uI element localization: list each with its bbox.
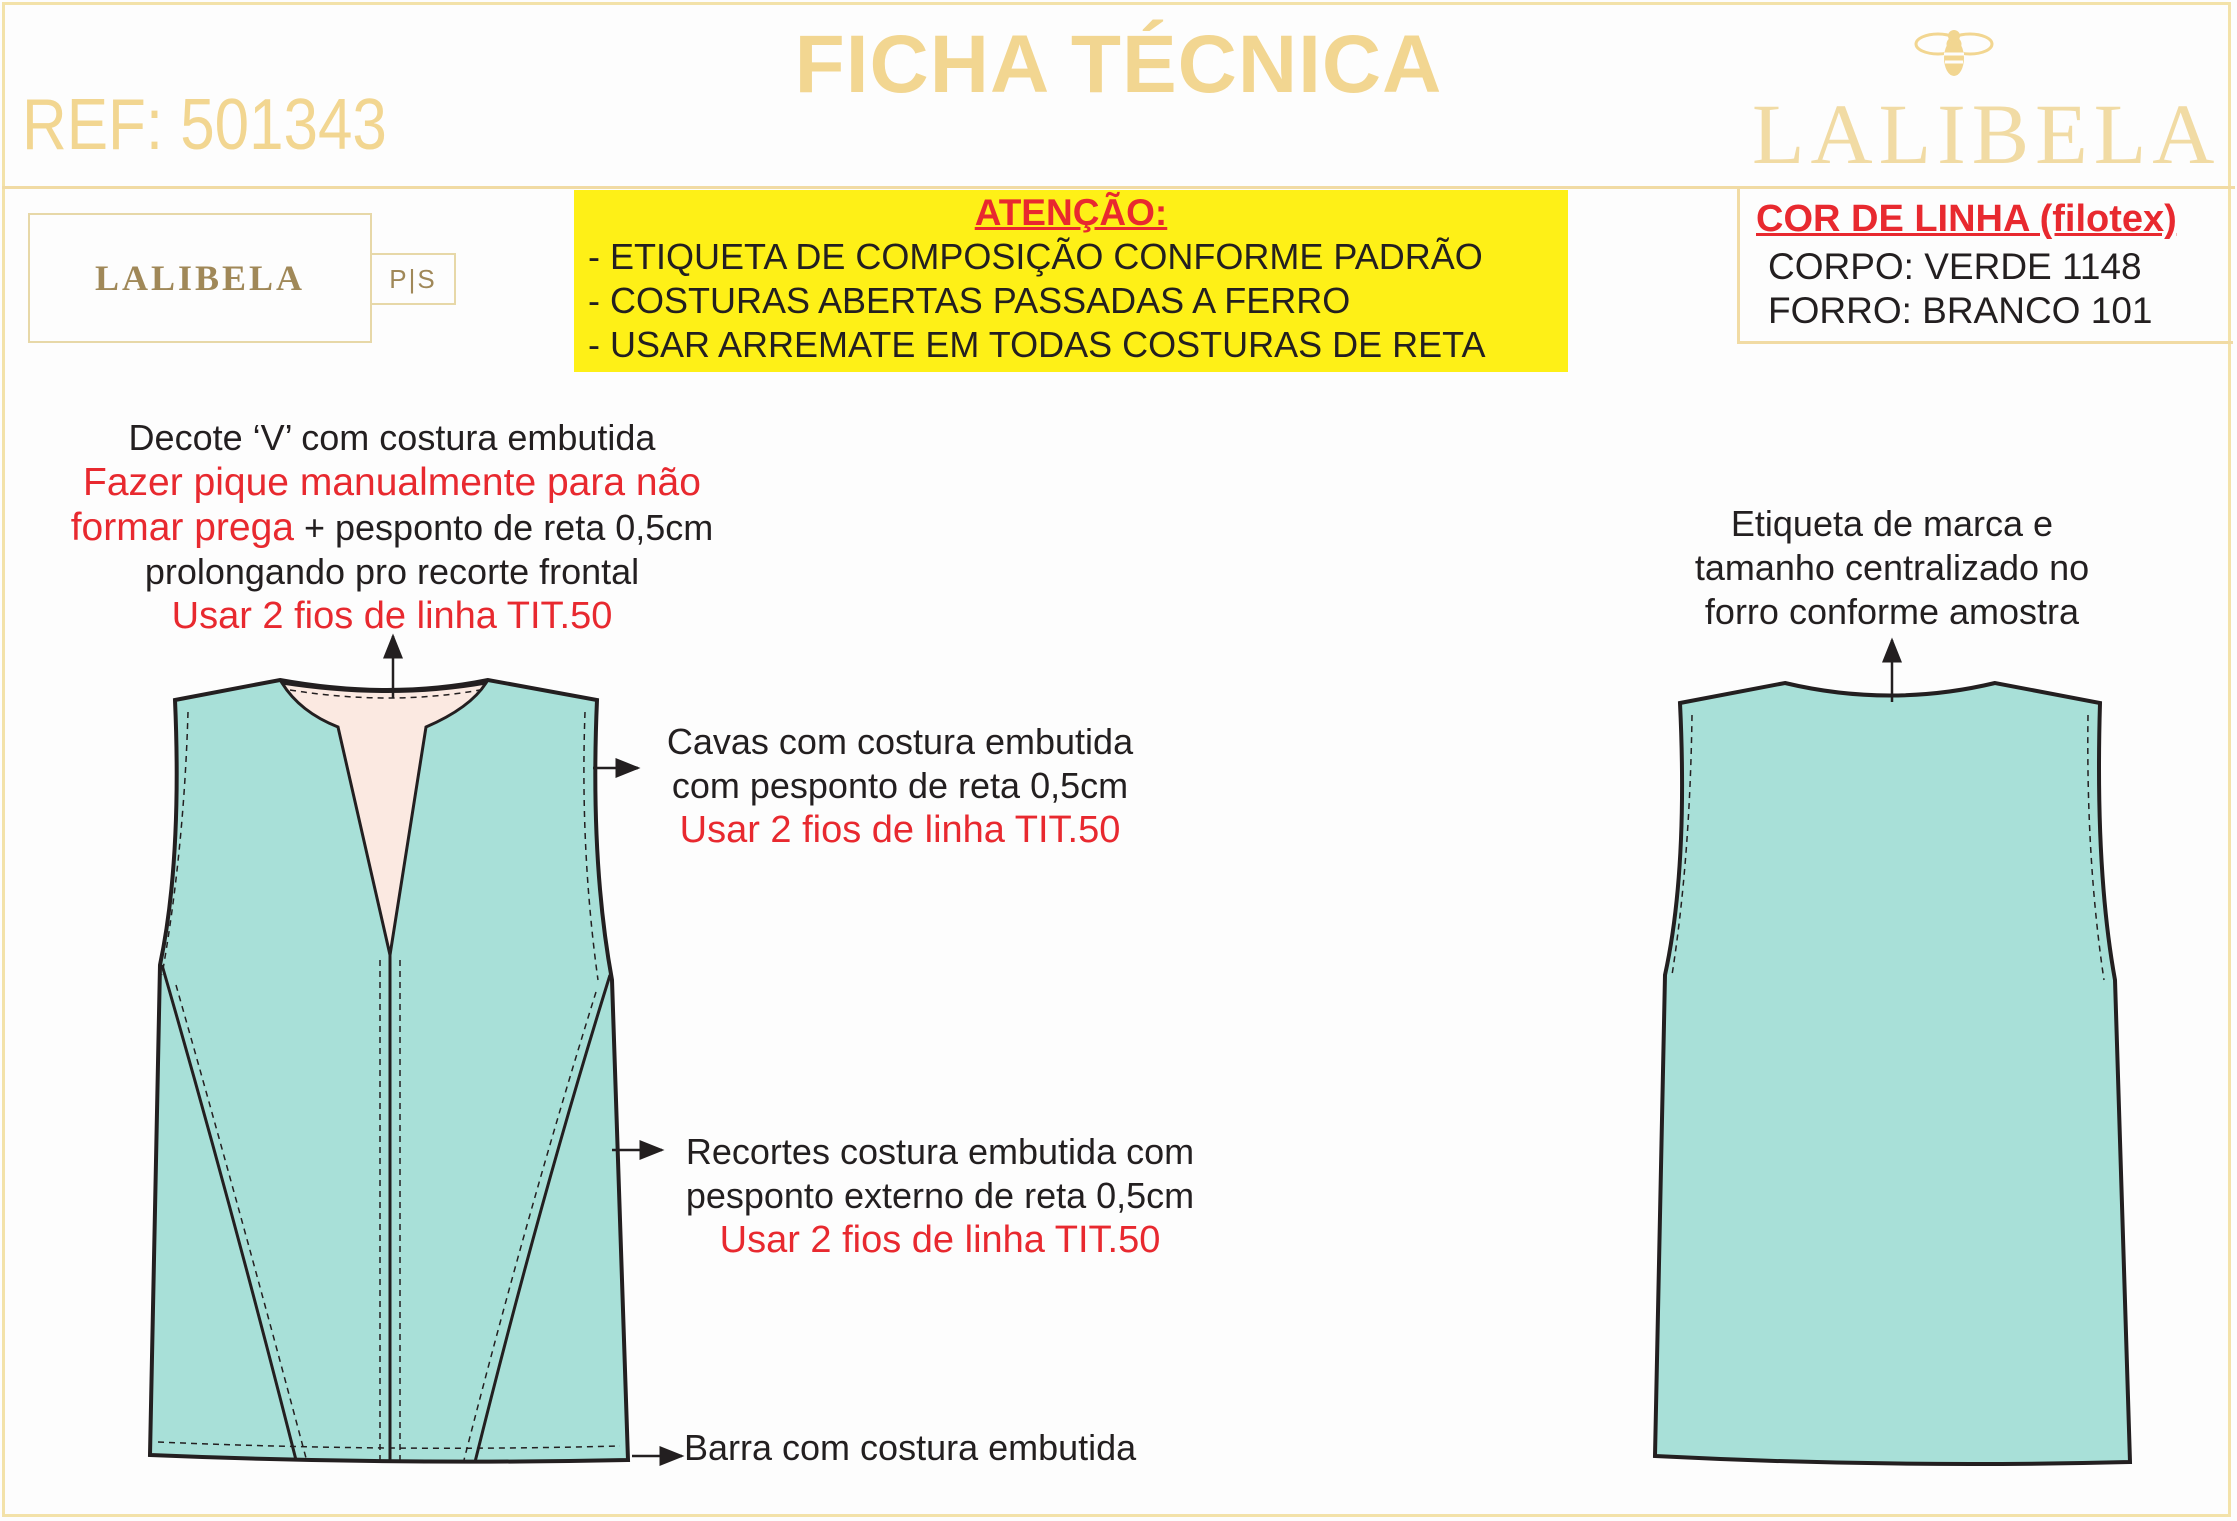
neckline-note-3-red: formar prega — [70, 506, 294, 549]
neckline-note-5: Usar 2 fios de linha TIT.50 — [171, 595, 613, 637]
neckline-annotation — [22, 416, 762, 638]
neckline-note-3-black: + pesponto de reta 0,5cm — [293, 507, 714, 548]
back-body — [1655, 683, 2130, 1464]
neckline-note-1: Decote ‘V’ com costura embutida — [128, 417, 656, 458]
thread-lining-color: FORRO: BRANCO 101 — [1768, 290, 2153, 331]
armhole-note-2: com pesponto de reta 0,5cm — [671, 765, 1129, 806]
armhole-annotation — [640, 720, 1160, 852]
panels-annotation — [660, 1130, 1220, 1262]
attention-line: - COSTURAS ABERTAS PASSADAS A FERRO — [588, 280, 1351, 321]
panels-note-1: Recortes costura embutida com — [685, 1131, 1195, 1172]
attention-line: - USAR ARREMATE EM TODAS COSTURAS DE RETA — [588, 324, 1486, 365]
armhole-note-3: Usar 2 fios de linha TIT.50 — [679, 809, 1121, 851]
thread-color-title: COR DE LINHA (filotex) — [1756, 198, 2177, 240]
back-label-annotation — [1652, 502, 2132, 634]
reference-number: REF: 501343 — [22, 85, 387, 165]
back-label-note-1: Etiqueta de marca e — [1730, 503, 2054, 544]
back-view-vest — [1655, 683, 2130, 1464]
attention-title: ATENÇÃO: — [974, 192, 1168, 233]
panels-note-3: Usar 2 fios de linha TIT.50 — [719, 1219, 1161, 1261]
back-label-note-3: forro conforme amostra — [1704, 591, 2080, 632]
panels-note-2: pesponto externo de reta 0,5cm — [685, 1175, 1195, 1216]
front-view-vest — [150, 680, 628, 1462]
hem-annotation — [684, 1426, 1136, 1470]
thread-body-color: CORPO: VERDE 1148 — [1768, 246, 2142, 287]
hem-note-1: Barra com costura embutida — [684, 1427, 1137, 1468]
label-brand-text: LALIBELA — [94, 258, 306, 298]
size-label-tag: P|S — [372, 253, 456, 305]
armhole-note-1: Cavas com costura embutida — [666, 721, 1134, 762]
brand-logo: LALIBELA — [1752, 86, 2221, 182]
back-label-note-2: tamanho centralizado no — [1694, 547, 2090, 588]
neckline-note-2: Fazer pique manualmente para não — [83, 461, 701, 504]
page-title: FICHA TÉCNICA — [794, 19, 1443, 110]
neckline-note-3 — [22, 506, 762, 550]
attention-line: - ETIQUETA DE COMPOSIÇÃO CONFORME PADRÃO — [588, 236, 1483, 277]
neckline-note-4: prolongando pro recorte frontal — [144, 551, 640, 592]
